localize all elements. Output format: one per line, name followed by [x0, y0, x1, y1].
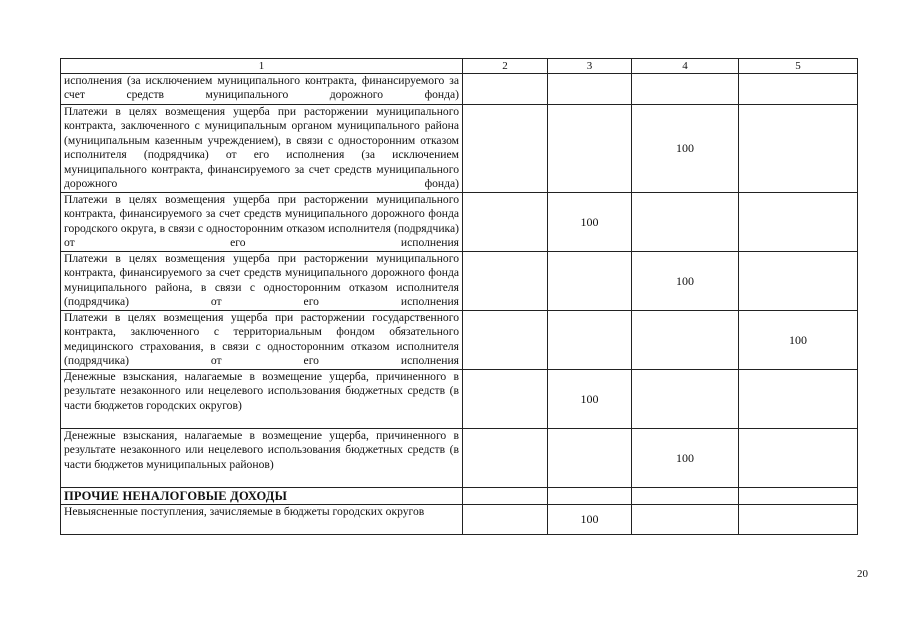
row-value-col2 — [463, 252, 548, 311]
row-value-col5: 100 — [739, 311, 858, 370]
table-row — [61, 193, 858, 252]
column-number-1: 1 — [61, 59, 463, 74]
row-description: Денежные взыскания, налагаемые в возмещение ущерба, причиненного в результате незаконного или нецелевого использования бюджетных средств (в части бюджетов муниципальных районов) — [61, 429, 463, 488]
row-description: Платежи в целях возмещения ущерба при расторжении муниципального контракта, заключенного с муниципальным органом муниципального района (муниципальным казенным учреждением), в связи с односторонним отказом исполнителя (подрядчика) от его исполнения (за исключением муниципального контракта, финансируемого за счет средств муниципального дорожного фонда) — [61, 105, 463, 193]
row-value-col5 — [739, 429, 858, 488]
row-value-col2 — [463, 193, 548, 252]
row-value-col3 — [548, 311, 632, 370]
table-header-row — [61, 59, 858, 74]
row-value-col3 — [548, 488, 632, 505]
row-value-col4 — [632, 74, 739, 105]
row-value-col2 — [463, 370, 548, 429]
distribution-table — [60, 58, 858, 535]
column-number-5: 5 — [739, 59, 858, 74]
row-value-col4 — [632, 488, 739, 505]
row-value-col2 — [463, 429, 548, 488]
row-value-col5 — [739, 488, 858, 505]
row-description: Невыясненные поступления, зачисляемые в бюджеты городских округов — [61, 505, 463, 535]
row-value-col5 — [739, 105, 858, 193]
row-value-col4: 100 — [632, 252, 739, 311]
row-value-col4 — [632, 193, 739, 252]
row-description: исполнения (за исключением муниципального контракта, финансируемого за счет средств муниципального дорожного фонда) — [61, 74, 463, 105]
page-number: 20 — [857, 568, 868, 580]
row-value-col5 — [739, 74, 858, 105]
column-number-4: 4 — [632, 59, 739, 74]
row-description: Платежи в целях возмещения ущерба при расторжении муниципального контракта, финансируемого за счет средств муниципального дорожного фонда городского округа, в связи с односторонним отказом исполнителя (подрядчика) от его исполнения — [61, 193, 463, 252]
row-value-col2 — [463, 488, 548, 505]
row-value-col4: 100 — [632, 105, 739, 193]
table-row — [61, 311, 858, 370]
row-value-col3 — [548, 74, 632, 105]
row-value-col2 — [463, 311, 548, 370]
row-value-col4 — [632, 311, 739, 370]
section-title: ПРОЧИЕ НЕНАЛОГОВЫЕ ДОХОДЫ — [61, 488, 463, 505]
row-value-col3 — [548, 105, 632, 193]
row-value-col4 — [632, 370, 739, 429]
row-value-col5 — [739, 193, 858, 252]
row-value-col3 — [548, 429, 632, 488]
row-value-col5 — [739, 505, 858, 535]
table-row — [61, 252, 858, 311]
row-value-col4: 100 — [632, 429, 739, 488]
table-row — [61, 505, 858, 535]
row-value-col3: 100 — [548, 505, 632, 535]
column-number-2: 2 — [463, 59, 548, 74]
row-description: Денежные взыскания, налагаемые в возмещение ущерба, причиненного в результате незаконного или нецелевого использования бюджетных средств (в части бюджетов городских округов) — [61, 370, 463, 429]
row-description: Платежи в целях возмещения ущерба при расторжении государственного контракта, заключенного с территориальным фондом обязательного медицинского страхования, в связи с односторонним отказом исполнителя (подрядчика) от его исполнения — [61, 311, 463, 370]
row-value-col5 — [739, 252, 858, 311]
row-value-col3 — [548, 252, 632, 311]
row-value-col2 — [463, 505, 548, 535]
table-row — [61, 370, 858, 429]
row-value-col3: 100 — [548, 370, 632, 429]
row-value-col3: 100 — [548, 193, 632, 252]
row-value-col5 — [739, 370, 858, 429]
table-row — [61, 429, 858, 488]
row-value-col4 — [632, 505, 739, 535]
section-row — [61, 488, 858, 505]
column-number-3: 3 — [548, 59, 632, 74]
row-value-col2 — [463, 105, 548, 193]
row-description: Платежи в целях возмещения ущерба при расторжении муниципального контракта, финансируемого за счет средств муниципального дорожного фонда муниципального района, в связи с односторонним отказом исполнителя (подрядчика) от его исполнения — [61, 252, 463, 311]
table-row — [61, 105, 858, 193]
table-row — [61, 74, 858, 105]
row-value-col2 — [463, 74, 548, 105]
